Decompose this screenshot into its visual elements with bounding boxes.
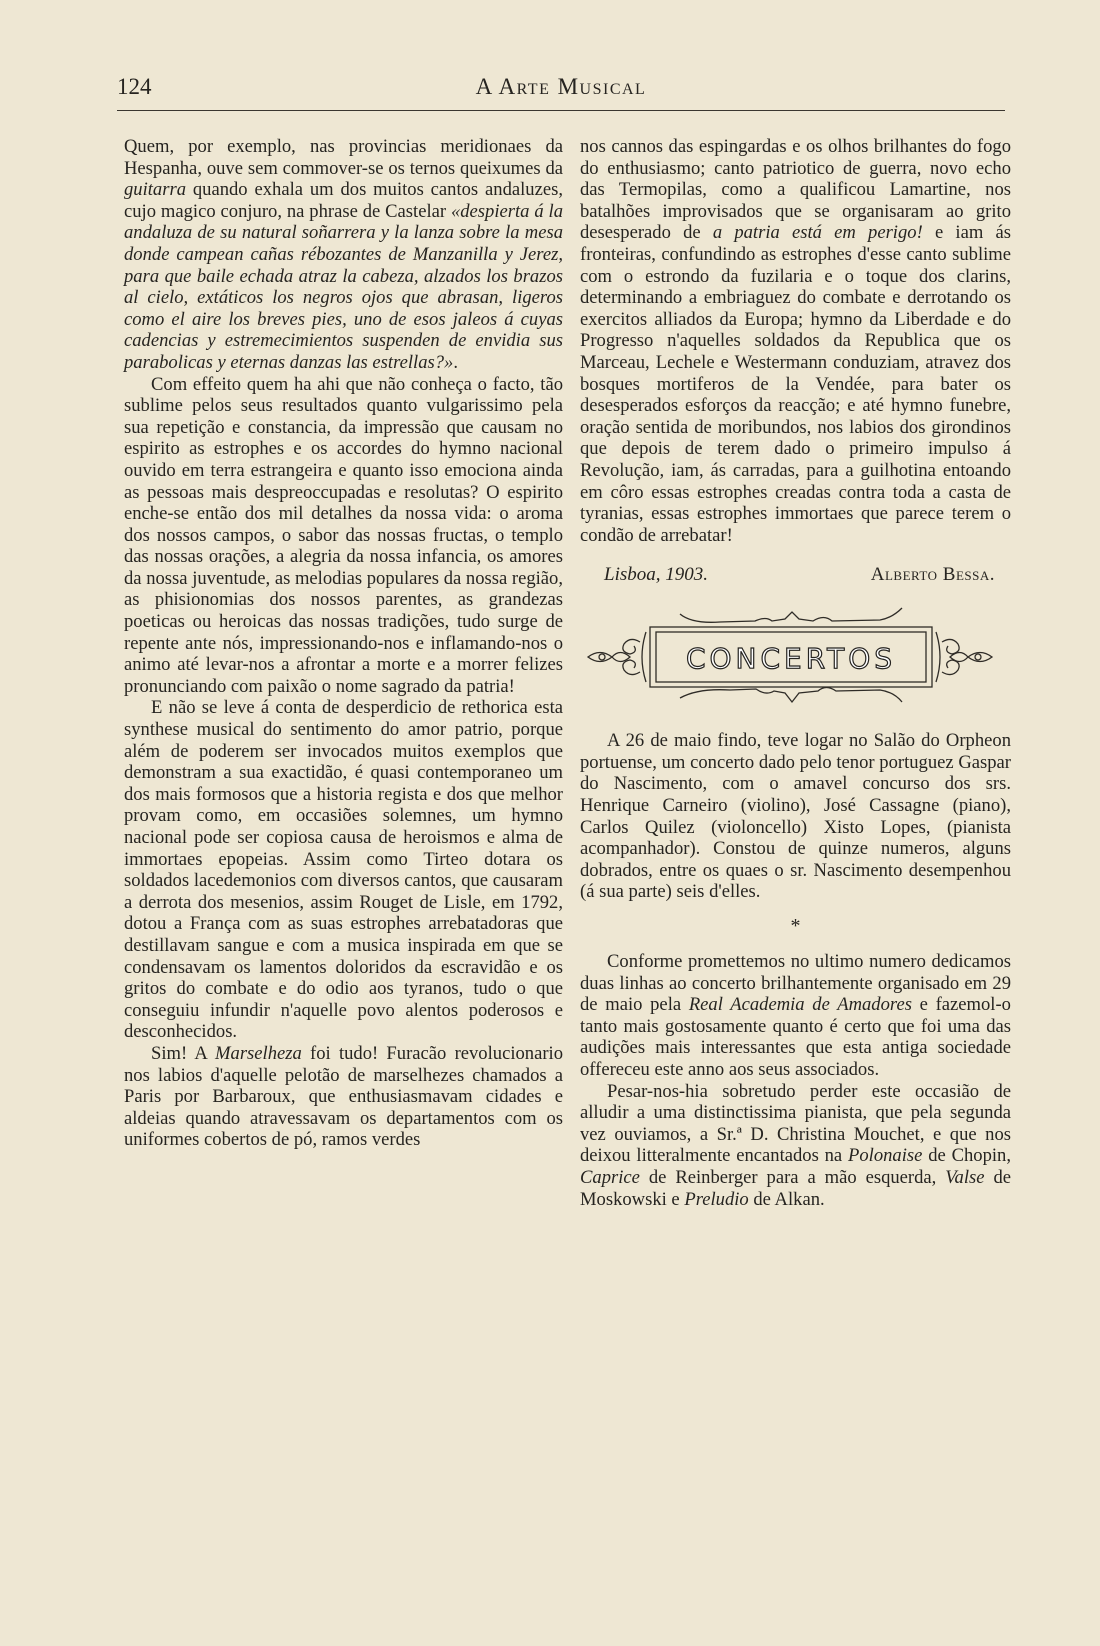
signature-author: Alberto Bessa.: [870, 564, 995, 586]
italic-run: Valse: [945, 1166, 985, 1188]
paragraph: A 26 de maio findo, teve logar no Salão do Orpheon portuense, um concerto dado pelo tenor portuguez Gaspar do Nascimento, com o amavel concurso dos srs. Henrique Carneiro (violino), José Cassagne (piano), Carlos Quilez (violoncello) Xisto Lopes, (pianista acompanhador). Constou de quinze numeros, alguns dobrados, entre os quaes o sr. Nascimento desempenhou (á sua parte) seis d'elles.: [580, 730, 1011, 903]
italic-run: Marselheza: [215, 1042, 302, 1064]
paragraph-continuation: nos cannos das espingardas e os olhos brilhantes do fogo do enthusiasmo; canto patriotico de guerra, novo echo das Termopilas, como a qualificou Lamartine, nos batalhões improvisados que se organisaram ao grito desesperado de a patria está em perigo! e iam ás fronteiras, confundindo as estrophes d'esse canto sublime com o estrondo da fuzilaria e o toque dos clarins, determinando a embriaguez do combate e derrotando os exercitos alliados da Europa; hymno da Liberdade e do Progresso n'aquelles soldados da Republica que os Marceau, Lechele e Westermann conduziam, atravez dos bosques mortiferos de la Vendée, para bater os desesperados esforços da reacção; e até hymno funebre, oração sentida de moribundos, nos labios dos girondinos que depois de terem dado o primeiro impulso á Revolução, iam, ás carradas, para a guilhotina entoando em côro essas estrophes creadas contra toda a casta de tyranias, essas estrophes immortaes que parece terem o condão de arrebatar!: [580, 136, 1011, 546]
signature-place: Lisboa, 1903.: [604, 564, 708, 586]
running-title: A Arte Musical: [475, 74, 647, 99]
page-header: [117, 72, 1005, 108]
paragraph: E não se leve á conta de desperdicio de rethorica esta synthese musical do sentimento do amor patrio, porque além de poderem ser invocados muitos exemplos que demonstram a sua exactidão, é quasi contemporaneo um dos mais formosos que a historia regista e dos que melhor provam como, em occasiões solemnes, um hymno nacional pode ser copiosa causa de heroismos e alma de immortaes epopeias. Assim como Tirteo dotara os soldados lacedemonios com diversos cantos, que causaram a derrota dos mesenios, assim Rouget de Lisle, em 1792, dotou a França com as suas estrophes arrebatadoras que destillavam sangue e com a musica inspirada em que se condensavam os lamentos doloridos da escravidão e os gritos do combate e do odio aos tyranos, tudo o que conseguiu infundir n'aquelle povo alentos poderosos e desconhecidos.: [124, 697, 563, 1043]
left-column: [124, 136, 563, 1151]
signature: [580, 564, 1011, 592]
paragraph: Conforme promettemos no ultimo numero dedicamos duas linhas ao concerto brilhantemente organisado em 29 de maio pela Real Academia de Amadores e fazemol-o tanto mais gostosamente quanto é certo que foi uma das audições mais interessantes que esta antiga sociedade offereceu este anno aos seus associados.: [580, 951, 1011, 1080]
page-number: 124: [117, 74, 152, 99]
italic-run: a patria está em perigo!: [712, 222, 923, 244]
paragraph: Com effeito quem ha ahi que não conheça o facto, tão sublime pelos seus resultados quanto vulgarissimo pela sua repetição e constancia, da impressão que causam no espirito as estrophes e os accordes do hymno nacional ouvido em terra estrangeira e quanto isso emociona ainda as pessoas mais despreoccupadas e resolutas? O espirito enche-se então dos mil detalhes da nossa vida: o aroma dos nossos campos, o sabor das nossas fructas, o templo das nossas orações, a alegria da nossa infancia, os amores da nossa juventude, as melodias populares da nossa região, as phisionomias dos nossos parentes, as grandezas poeticas ou heroicas das nossas tradições, tudo surge de repente ante nós, impressionando-nos e inflamando-nos o animo até levar-nos a afrontar a morte e a morrer felizes pronunciando com paixão o nome sagrado da patria!: [124, 373, 563, 697]
concertos-heading-ornament: [580, 602, 1000, 712]
italic-run: Polonaise: [848, 1145, 923, 1167]
italic-run: guitarra: [124, 179, 186, 201]
italic-run: Preludio: [684, 1188, 749, 1210]
section-title: CONCERTOS: [685, 642, 897, 676]
paragraph: Sim! A Marselheza foi tudo! Furacão revolucionario nos labios d'aquelle pelotão de marselhezes chamados a Paris por Barbaroux, que enthusiasmavam cidades e aldeias quando atravessavam os departamentos com os uniformes cobertos de pó, ramos verdes: [124, 1042, 563, 1151]
header-rule: [117, 110, 1005, 111]
separator-asterisk: *: [790, 915, 801, 938]
italic-run: Real Academia de Amadores: [688, 994, 912, 1016]
paragraph: Pesar-nos-hia sobretudo perder este occasião de alludir a uma distinctissima pianista, que pela segunda vez ouviamos, a Sr.ª D. Christina Mouchet, e que nos deixou litteralmente encantados na Polonaise de Chopin, Caprice de Reinberger para a mão esquerda, Valse de Moskowski e Preludio de Alkan.: [580, 1080, 1012, 1210]
paragraph: Quem, por exemplo, nas provincias meridionaes da Hespanha, ouve sem commover-se os ternos queixumes da guitarra quando exhala um dos muitos cantos andaluzes, cujo magico conjuro, na phrase de Castelar «despierta á la andaluza de su natural soñarrera y la lanza sobre la mesa donde campean cañas rébozantes de Manzanilla y Jerez, para que baile echada atraz la cabeza, alzados los brazos al cielo, extáticos los negros ojos que abrasan, ligeros como el aire los breves pies, uno de esos jaleos á cuyas cadencias y estremecimientos suspenden de envidia sus parabolicas y eternas danzas las estrellas?».: [124, 136, 563, 373]
italic-run: «despierta á la andaluza de su natural soñarrera y la lanza sobre la mesa donde campean cañas rébozantes de Manzanilla y Jerez, para que baile echada atraz la cabeza, alzados los brazos al cielo, extáticos los negros ojos que abrasan, ligeros como el aire los breves pies, uno de esos jaleos á cuyas cadencias y estremecimientos suspenden de envidia sus parabolicas y eternas danzas las estrellas?»: [124, 200, 563, 373]
right-column: [580, 136, 1011, 1210]
italic-run: Caprice: [580, 1166, 640, 1188]
